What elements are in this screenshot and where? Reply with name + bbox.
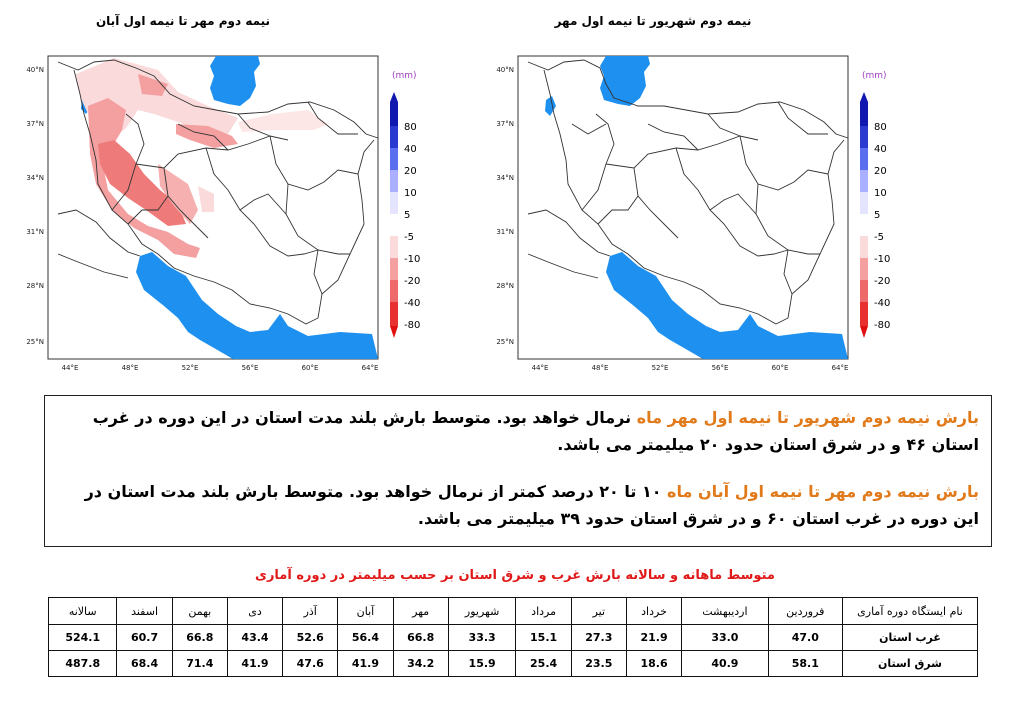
table-cell: 60.7 xyxy=(117,625,172,651)
month-header: دی xyxy=(227,598,282,625)
svg-text:56°E: 56°E xyxy=(241,364,259,372)
month-header: اسفند xyxy=(117,598,172,625)
table-cell: 52.6 xyxy=(283,625,338,651)
svg-text:40°N: 40°N xyxy=(26,66,44,74)
month-header: آذر xyxy=(283,598,338,625)
table-cell: 15.9 xyxy=(448,651,516,677)
month-header: مرداد xyxy=(516,598,571,625)
table-cell: 43.4 xyxy=(227,625,282,651)
svg-text:-10: -10 xyxy=(404,254,421,265)
svg-text:(mm): (mm) xyxy=(392,71,417,81)
month-header: تیر xyxy=(571,598,626,625)
table-cell: 56.4 xyxy=(338,625,393,651)
paragraph-text: نرمال خواهد بود. متوسط بارش بلند مدت استان در این دوره در غرب استان ۴۶ و در شرق استان حدود ۲۰ میلیمتر می باشد. xyxy=(92,408,979,454)
legend xyxy=(860,71,890,338)
table-cell: 71.4 xyxy=(172,651,227,677)
svg-text:-80: -80 xyxy=(404,320,421,331)
row-label: غرب استان xyxy=(843,625,978,651)
svg-text:20: 20 xyxy=(404,166,417,177)
svg-text:64°E: 64°E xyxy=(831,364,849,372)
paragraph-text: ۱۰ تا ۲۰ درصد کمتر از نرمال خواهد بود. متوسط بارش بلند مدت استان در این دوره در غرب استان ۶۰ و در شرق استان حدود ۳۹ میلیمتر می باشد. xyxy=(84,482,979,528)
annual-header: سالانه xyxy=(49,598,117,625)
forecast-text-box xyxy=(44,395,992,547)
svg-text:44°E: 44°E xyxy=(61,364,79,372)
svg-text:52°E: 52°E xyxy=(181,364,199,372)
table-cell: 18.6 xyxy=(626,651,681,677)
precip-stats-table xyxy=(48,597,978,677)
table-cell: 66.8 xyxy=(393,625,448,651)
map-panel-sep-oct xyxy=(488,14,908,379)
lon-labels xyxy=(62,364,379,372)
month-header: آبان xyxy=(338,598,393,625)
table-cell: 33.0 xyxy=(682,625,768,651)
svg-text:64°E: 64°E xyxy=(361,364,379,372)
svg-text:25°N: 25°N xyxy=(496,338,514,346)
map-title: نیمه دوم شهریور تا نیمه اول مهر xyxy=(554,14,752,28)
legend xyxy=(390,71,420,338)
forecast-paragraph xyxy=(57,404,979,458)
precip-anomaly-map xyxy=(488,14,908,379)
svg-text:5: 5 xyxy=(874,210,881,221)
table-cell: 40.9 xyxy=(682,651,768,677)
svg-text:60°E: 60°E xyxy=(771,364,789,372)
table-cell: 66.8 xyxy=(172,625,227,651)
table-row xyxy=(49,651,978,677)
row-label: شرق استان xyxy=(843,651,978,677)
svg-text:-40: -40 xyxy=(404,298,421,309)
svg-text:5: 5 xyxy=(404,210,411,221)
svg-text:10: 10 xyxy=(874,188,887,199)
svg-text:(mm): (mm) xyxy=(862,71,887,81)
svg-text:80: 80 xyxy=(874,122,887,133)
month-header: اردیبهشت xyxy=(682,598,768,625)
svg-text:34°N: 34°N xyxy=(26,174,44,182)
table-cell: 15.1 xyxy=(516,625,571,651)
svg-text:31°N: 31°N xyxy=(26,228,44,236)
svg-text:40: 40 xyxy=(874,144,887,155)
table-cell: 58.1 xyxy=(768,651,842,677)
svg-text:10: 10 xyxy=(404,188,417,199)
table-cell: 524.1 xyxy=(49,625,117,651)
table-cell: 21.9 xyxy=(626,625,681,651)
table-cell: 47.0 xyxy=(768,625,842,651)
svg-text:52°E: 52°E xyxy=(651,364,669,372)
table-cell: 47.6 xyxy=(283,651,338,677)
paragraph-highlight: بارش نیمه دوم شهریور تا نیمه اول مهر ماه xyxy=(636,408,979,427)
table-corner-cell: نام ایستگاه دوره آماری xyxy=(843,598,978,625)
table-cell: 33.3 xyxy=(448,625,516,651)
svg-text:-10: -10 xyxy=(874,254,891,265)
svg-text:-80: -80 xyxy=(874,320,891,331)
month-header: شهریور xyxy=(448,598,516,625)
table-cell: 23.5 xyxy=(571,651,626,677)
svg-text:28°N: 28°N xyxy=(496,282,514,290)
svg-text:31°N: 31°N xyxy=(496,228,514,236)
svg-text:20: 20 xyxy=(874,166,887,177)
table-cell: 27.3 xyxy=(571,625,626,651)
svg-text:37°N: 37°N xyxy=(496,120,514,128)
svg-text:60°E: 60°E xyxy=(301,364,319,372)
svg-text:28°N: 28°N xyxy=(26,282,44,290)
svg-text:40: 40 xyxy=(404,144,417,155)
table-header-row xyxy=(49,598,978,625)
svg-text:56°E: 56°E xyxy=(711,364,729,372)
table-cell: 34.2 xyxy=(393,651,448,677)
map-panel-oct-nov xyxy=(18,14,438,379)
svg-text:25°N: 25°N xyxy=(26,338,44,346)
table-cell: 68.4 xyxy=(117,651,172,677)
svg-text:-40: -40 xyxy=(874,298,891,309)
table-cell: 41.9 xyxy=(227,651,282,677)
svg-text:48°E: 48°E xyxy=(591,364,609,372)
svg-text:40°N: 40°N xyxy=(496,66,514,74)
svg-text:-20: -20 xyxy=(874,276,891,287)
svg-text:37°N: 37°N xyxy=(26,120,44,128)
table-cell: 41.9 xyxy=(338,651,393,677)
svg-text:80: 80 xyxy=(404,122,417,133)
svg-text:-5: -5 xyxy=(874,232,884,243)
forecast-paragraph xyxy=(57,478,979,532)
month-header: مهر xyxy=(393,598,448,625)
svg-text:34°N: 34°N xyxy=(496,174,514,182)
month-header: بهمن xyxy=(172,598,227,625)
lat-labels xyxy=(496,66,514,346)
svg-text:44°E: 44°E xyxy=(531,364,549,372)
svg-text:-20: -20 xyxy=(404,276,421,287)
month-header: فروردین xyxy=(768,598,842,625)
table-title: متوسط ماهانه و سالانه بارش غرب و شرق استان بر حسب میلیمتر در دوره آماری xyxy=(255,568,775,583)
lon-labels xyxy=(532,364,849,372)
svg-text:48°E: 48°E xyxy=(121,364,139,372)
table-cell: 25.4 xyxy=(516,651,571,677)
paragraph-highlight: بارش نیمه دوم مهر تا نیمه اول آبان ماه xyxy=(667,482,979,501)
month-header: خرداد xyxy=(626,598,681,625)
table-cell: 487.8 xyxy=(49,651,117,677)
svg-text:-5: -5 xyxy=(404,232,414,243)
precip-anomaly-map xyxy=(18,14,438,379)
table-row xyxy=(49,625,978,651)
map-title: نیمه دوم مهر تا نیمه اول آبان xyxy=(95,14,271,28)
lat-labels xyxy=(26,66,44,346)
